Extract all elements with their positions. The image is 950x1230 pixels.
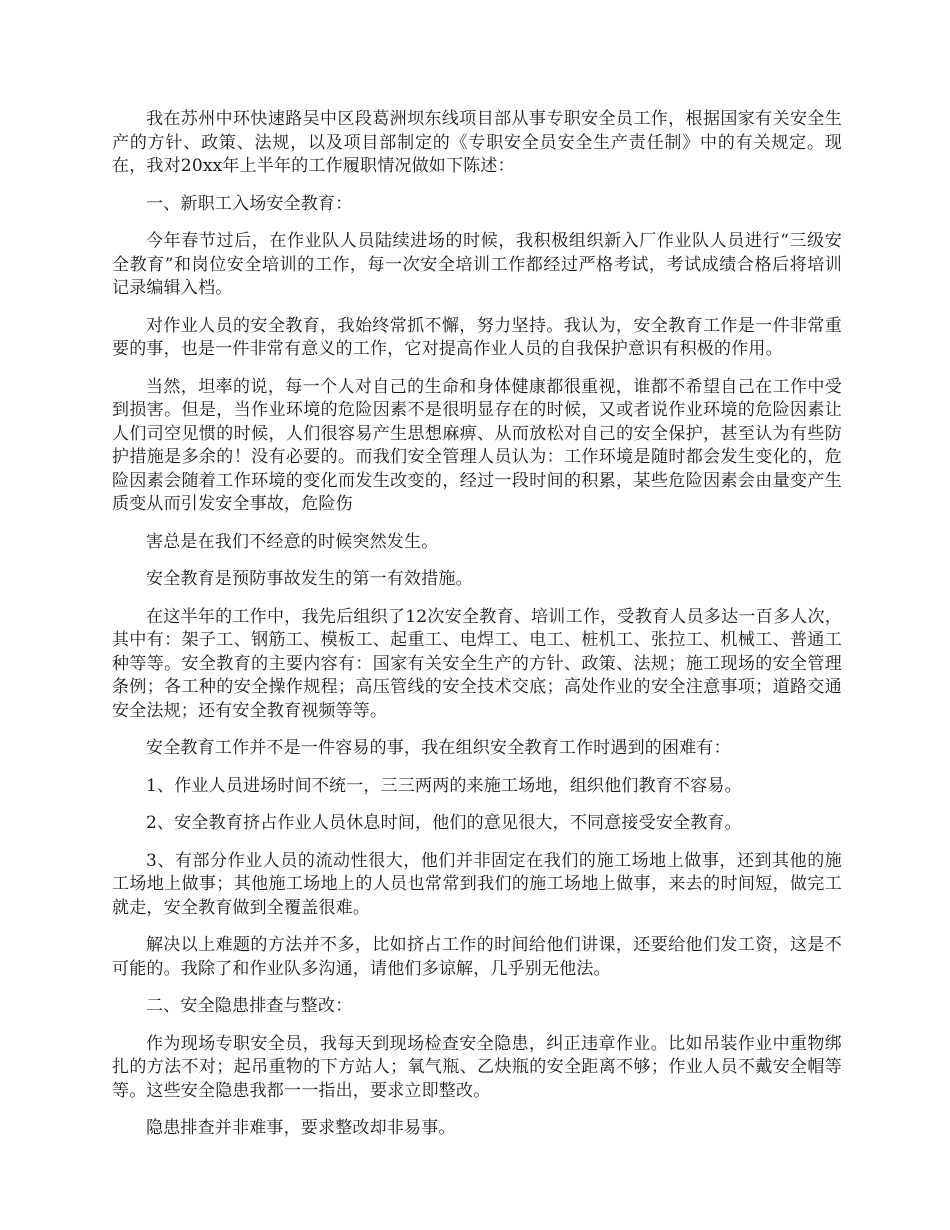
paragraph: 解决以上难题的方法并不多，比如挤占工作的时间给他们讲课，还要给他们发工资，这是不可能的。我除了和作业队多沟通，请他们多谅解，几乎别无他法。 [112,935,842,979]
list-item-difficulty-3: 3、有部分作业人员的流动性很大，他们并非固定在我们的施工场地上做事，还到其他的施工场地上做事；其他施工场地上的人员也常常到我们的施工场地上做事，来去的时间短，做完工就走，安全教育做到全覆盖很难。 [112,850,842,918]
paragraph: 隐患排查并非难事，要求整改却非易事。 [146,1118,456,1138]
section-heading-new-staff-education: 一、新职工入场安全教育： [146,193,353,214]
paragraph: 当然，坦率的说，每一个人对自己的生命和身体健康都很重视，谁都不希望自己在工作中受到损害。但是，当作业环境的危险因素不是很明显存在的时候，又或者说作业环境的危险因素让人们司空见惯的时候，人们很容易产生思想麻痹、从而放松对自己的安全保护，甚至认为有些防护措施是多余的！没有必要的。而我们安全管理人员认为：工作环境是随时都会发生变化的，危险因素会随着工作环境的变化而发生改变的，经过一段时间的积累，某些危险因素会由量变产生质变从而引发安全事故，危险伤 [112,376,842,514]
section-heading-hazard-inspection: 二、安全隐患排查与整改： [146,996,353,1016]
intro-paragraph: 我在苏州中环快速路吴中区段葛洲坝东线项目部从事专职安全员工作，根据国家有关安全生产的方针、政策、法规，以及项目部制定的《专职安全员安全生产责任制》中的有关规定。现在，我对20xx年上半年的工作履职情况做如下陈述： [112,109,842,176]
paragraph: 作为现场专职安全员，我每天到现场检查安全隐患，纠正违章作业。比如吊装作业中重物绑扎的方法不对；起吊重物的下方站人；氧气瓶、乙炔瓶的安全距离不够；作业人员不戴安全帽等等。这些安全隐患我都一一指出，要求立即整改。 [112,1033,842,1101]
list-item-difficulty-2: 2、安全教育挤占作业人员休息时间，他们的意见很大，不同意接受安全教育。 [146,813,742,833]
document-body [112,108,842,1155]
paragraph: 安全教育是预防事故发生的第一有效措施。 [146,569,473,589]
paragraph: 害总是在我们不经意的时候突然发生。 [146,531,439,552]
paragraph: 安全教育工作并不是一件容易的事，我在组织安全教育工作时遇到的困难有： [146,738,731,758]
paragraph: 对作业人员的安全教育，我始终常抓不懈，努力坚持。我认为，安全教育工作是一件非常重要的事，也是一件非常有意义的工作，它对提高作业人员的自我保护意识有积极的作用。 [112,315,842,359]
paragraph: 在这半年的工作中，我先后组织了12次安全教育、培训工作，受教育人员多达一百多人次，其中有：架子工、钢筋工、模板工、起重工、电焊工、电工、桩机工、张拉工、机械工、普通工种等等。安全教育的主要内容有：国家有关安全生产的方针、政策、法规；施工现场的安全管理条例；各工种的安全操作规程；高压管线的安全技术交底；高处作业的安全注意事项；道路交通安全法规；还有安全教育视频等等。 [112,606,842,721]
paragraph: 今年春节过后，在作业队人员陆续进场的时候，我积极组织新入厂作业队人员进行“三级安全教育”和岗位安全培训的工作，每一次安全培训工作都经过严格考试，考试成绩合格后将培训记录编辑入档。 [112,231,842,298]
list-item-difficulty-1: 1、作业人员进场时间不统一，三三两两的来施工场地，组织他们教育不容易。 [146,775,742,796]
